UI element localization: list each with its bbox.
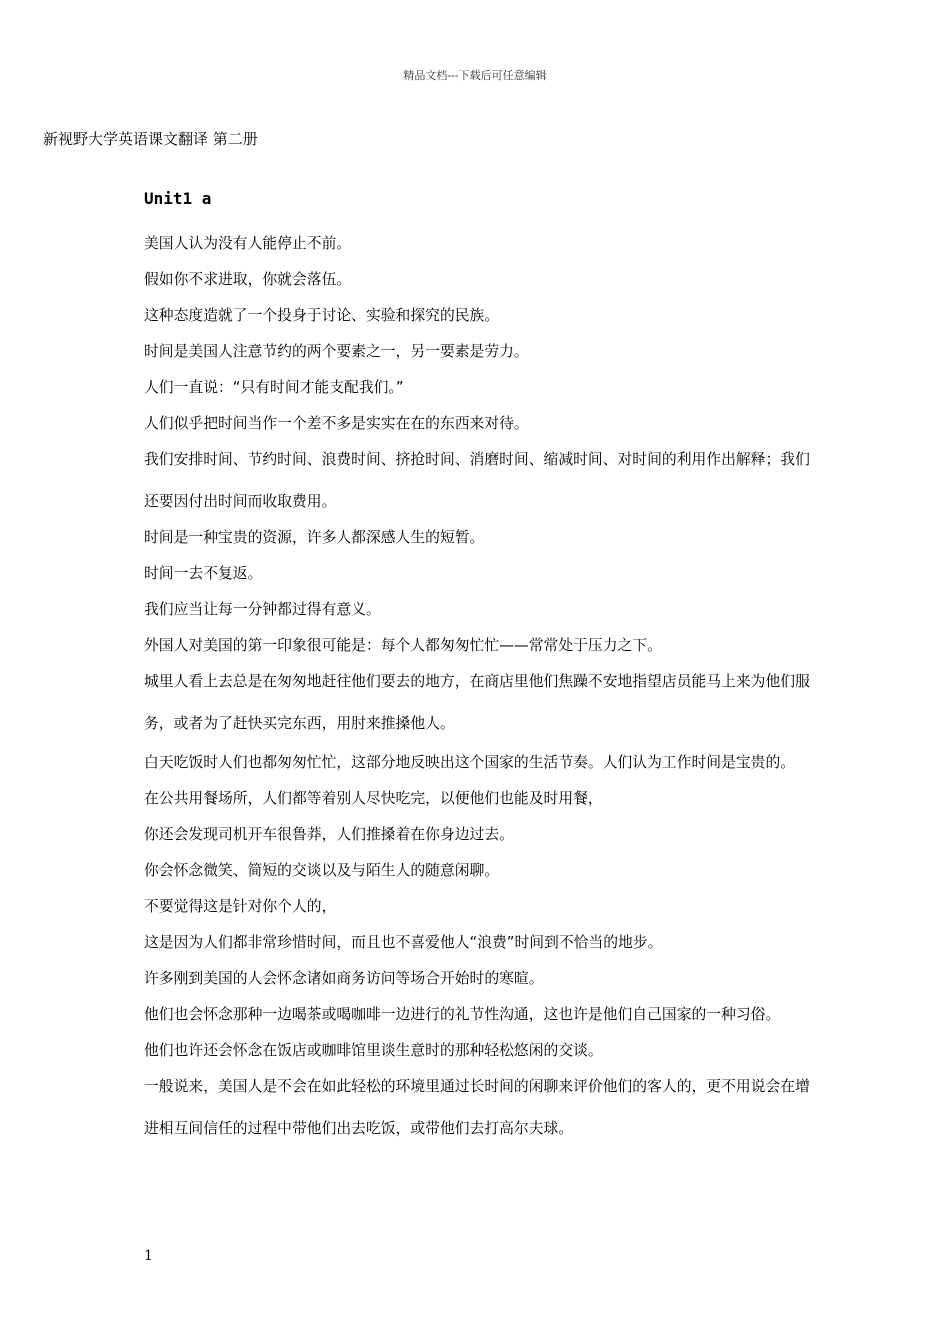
paragraph: 不要觉得这是针对你个人的，: [144, 898, 337, 915]
paragraph: 城里人看上去总是在匆匆地赶往他们要去的地方，在商店里他们焦躁不安地指望店员能马上来为他们服务，或者为了赶快买完东西，用肘来推搡他人。: [144, 673, 810, 732]
paragraph: 假如你不求进取，你就会落伍。: [144, 271, 352, 288]
paragraph: 外国人对美国的第一印象很可能是：每个人都匆匆忙忙——常常处于压力之下。: [144, 637, 662, 654]
paragraph: 人们一直说：“只有时间才能支配我们。”: [144, 379, 404, 396]
paragraph: 你还会发现司机开车很鲁莽，人们推搡着在你身边过去。: [144, 826, 514, 843]
page-header: 精品文档---下载后可任意编辑: [403, 69, 547, 82]
paragraph: 白天吃饭时人们也都匆匆忙忙，这部分地反映出这个国家的生活节奏。人们认为工作时间是宝贵的。: [144, 754, 796, 771]
unit-heading: Unit1 a: [144, 189, 212, 208]
page-number: 1: [144, 1248, 153, 1264]
paragraph: 人们似乎把时间当作一个差不多是实实在在的东西来对待。: [144, 415, 529, 432]
paragraph: 这是因为人们都非常珍惜时间，而且也不喜爱他人“浪费”时间到不恰当的地步。: [144, 934, 663, 951]
paragraph: 时间一去不复返。: [144, 565, 263, 582]
paragraph: 他们也许还会怀念在饭店或咖啡馆里谈生意时的那种轻松悠闲的交谈。: [144, 1042, 603, 1059]
paragraph: 美国人认为没有人能停止不前。: [144, 235, 352, 252]
paragraph: 时间是美国人注意节约的两个要素之一，另一要素是劳力。: [144, 343, 529, 360]
document-title: 新视野大学英语课文翻译 第二册: [43, 130, 258, 148]
paragraph: 我们应当让每一分钟都过得有意义。: [144, 601, 381, 618]
paragraph: 这种态度造就了一个投身于讨论、实验和探究的民族。: [144, 307, 500, 324]
paragraph: 他们也会怀念那种一边喝茶或喝咖啡一边进行的礼节性沟通，这也许是他们自己国家的一种习俗。: [144, 1006, 781, 1023]
body-text: [144, 226, 812, 1147]
paragraph: 在公共用餐场所，人们都等着别人尽快吃完，以便他们也能及时用餐，: [144, 790, 603, 807]
paragraph: 时间是一种宝贵的资源，许多人都深感人生的短暂。: [144, 529, 485, 546]
paragraph: 你会怀念微笑、简短的交谈以及与陌生人的随意闲聊。: [144, 862, 500, 879]
paragraph: 我们安排时间、节约时间、浪费时间、挤抢时间、消磨时间、缩减时间、对时间的利用作出解释；我们还要因付出时间而收取费用。: [144, 451, 810, 510]
paragraph: 许多刚到美国的人会怀念诸如商务访问等场合开始时的寒暄。: [144, 970, 544, 987]
paragraph: 一般说来，美国人是不会在如此轻松的环境里通过长时间的闲聊来评价他们的客人的，更不用说会在增进相互间信任的过程中带他们出去吃饭，或带他们去打高尔夫球。: [144, 1078, 810, 1137]
